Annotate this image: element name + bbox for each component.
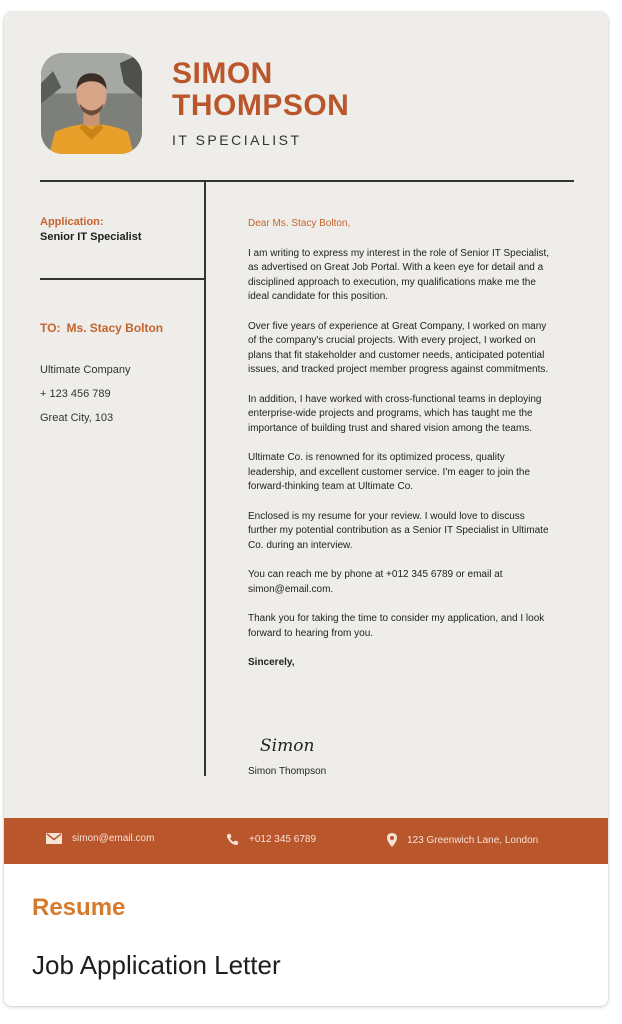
template-card[interactable] xyxy=(4,12,608,1006)
recipient-company: Ultimate Company xyxy=(40,364,131,376)
phone-icon xyxy=(226,833,239,846)
letter-paragraph: Over five years of experience at Great Company, I worked on many of the company's crucial projects. With every project, I worked on plans that fit stakeholder and customer needs, anticipated potential issues, and tracked project member progress against commitments. xyxy=(248,320,549,375)
application-label: Application: xyxy=(40,216,104,228)
cover-letter-preview xyxy=(4,12,608,818)
footer-phone xyxy=(226,833,316,846)
footer-address xyxy=(387,833,538,847)
template-category[interactable]: Resume xyxy=(32,894,126,921)
signer-name: Simon Thompson xyxy=(248,766,327,777)
letter-paragraph: Ultimate Co. is renowned for its optimized process, quality leadership, and excellent customer service. I'm eager to join the forward-thinking team at Ultimate Co. xyxy=(248,452,531,492)
application-value: Senior IT Specialist xyxy=(40,231,142,243)
signature: Simon xyxy=(260,736,315,756)
column-divider xyxy=(204,180,206,776)
location-pin-icon xyxy=(387,833,397,847)
applicant-name xyxy=(172,58,349,122)
letter-paragraph: In addition, I have worked with cross-functional teams in deploying enterprise-wide projects and programs, which has taught me the importance of building trust and shared vision among the teams. xyxy=(248,393,542,434)
letter-paragraph: I am writing to express my interest in the role of Senior IT Specialist, as advertised on Great Job Portal. With a keen eye for detail and a disciplined approach to execution, my qualifications make me the ideal candidate for this position. xyxy=(248,247,550,302)
letter-body xyxy=(248,217,556,686)
template-title[interactable]: Job Application Letter xyxy=(32,950,281,980)
applicant-job-title: IT SPECIALIST xyxy=(172,132,302,148)
footer-email xyxy=(46,833,154,844)
person-photo-icon xyxy=(41,53,142,154)
envelope-icon xyxy=(46,833,62,844)
profile-photo xyxy=(41,53,142,154)
recipient-heading xyxy=(40,321,163,335)
header-divider xyxy=(40,180,574,182)
to-prefix: TO: xyxy=(40,321,61,335)
letter-paragraph: You can reach me by phone at +012 345 6789 or email at simon@email.com. xyxy=(248,569,503,595)
recipient-city: Great City, 103 xyxy=(40,412,114,424)
footer-phone-text: +012 345 6789 xyxy=(249,834,317,845)
letter-paragraph: Thank you for taking the time to consider my application, and I look forward to hearing from you. xyxy=(248,613,545,639)
last-name: THOMPSON xyxy=(172,89,350,122)
contact-footer xyxy=(4,818,608,864)
recipient-phone: + 123 456 789 xyxy=(40,388,111,400)
template-caption xyxy=(4,864,608,1006)
footer-address-text: 123 Greenwich Lane, London xyxy=(407,834,539,846)
recipient-name: Ms. Stacy Bolton xyxy=(66,321,164,335)
letter-paragraph: Enclosed is my resume for your review. I would love to discuss further my potential contribution as a Senior IT Specialist in Ultimate Co. during an interview. xyxy=(248,510,549,551)
closing: Sincerely, xyxy=(248,657,295,668)
first-name: SIMON xyxy=(172,57,273,90)
sidebar-divider xyxy=(40,278,205,280)
footer-email-text: simon@email.com xyxy=(72,833,155,844)
salutation: Dear Ms. Stacy Bolton, xyxy=(248,218,351,229)
